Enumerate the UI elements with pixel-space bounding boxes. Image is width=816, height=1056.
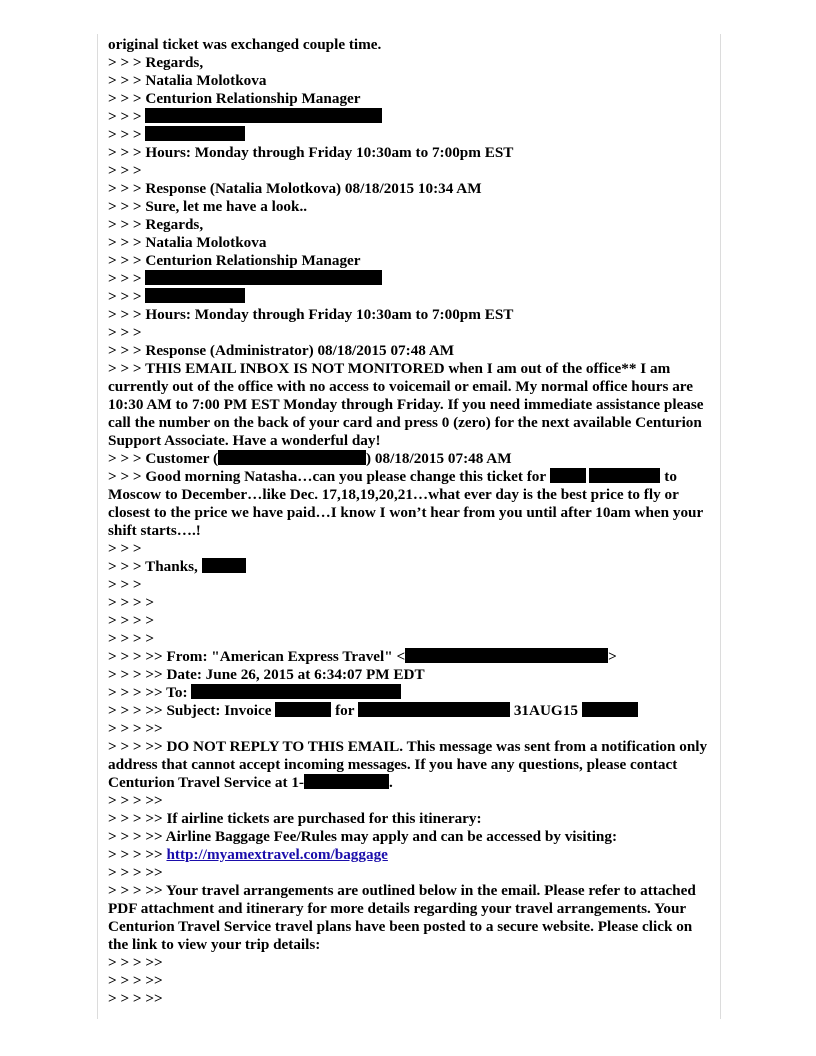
redaction-bar (582, 702, 638, 717)
body-paragraph (108, 468, 708, 540)
body-line (108, 108, 708, 126)
redaction-bar (405, 648, 608, 663)
body-line (108, 126, 708, 144)
body-line: > > > >> (108, 720, 163, 737)
body-line: > > > >> If airline tickets are purchased for this itinerary: (108, 810, 482, 827)
baggage-link[interactable]: http://myamextravel.com/baggage (166, 846, 388, 863)
text-fragment: > > > Good morning Natasha…can you please change this ticket for (108, 468, 550, 485)
body-line: > > > >> (108, 972, 163, 989)
body-line: > > > Natalia Molotkova (108, 234, 267, 251)
body-line (108, 846, 708, 864)
body-line: > > > Natalia Molotkova (108, 72, 267, 89)
body-line: > > > (108, 324, 142, 341)
body-line (108, 288, 708, 306)
body-line (108, 702, 708, 720)
body-line: > > > Regards, (108, 54, 204, 71)
body-line: > > > >> (108, 954, 163, 971)
redaction-bar (145, 288, 245, 303)
body-line: > > > >> Airline Baggage Fee/Rules may apply and can be accessed by visiting: (108, 828, 618, 845)
body-line: original ticket was exchanged couple time. (108, 36, 382, 53)
quote-prefix: > > > (108, 108, 146, 125)
body-line: > > > (108, 576, 142, 593)
quote-prefix: > > > (108, 270, 146, 287)
redaction-bar (550, 468, 586, 483)
redaction-bar (218, 450, 366, 465)
redaction-bar (145, 108, 382, 123)
body-line (108, 684, 708, 702)
body-line (108, 648, 708, 666)
redaction-bar (358, 702, 510, 717)
body-line: > > > Hours: Monday through Friday 10:30am to 7:00pm EST (108, 144, 514, 161)
body-line (108, 558, 708, 576)
body-line: > > > > (108, 594, 155, 611)
text-fragment: to Moscow to December…like Dec. 17,18,19,20,21…what ever day is the best price to fly or closest to the price we have paid…I know I won’t hear from you until after 10am when your shift starts….! (108, 468, 707, 539)
text-fragment: . (389, 774, 393, 791)
body-paragraph: > > > THIS EMAIL INBOX IS NOT MONITORED when I am out of the office** I am currently out of the office with no access to voicemail or email. My normal office hours are 10:30 AM to 7:00 PM EST Monday through Friday. If you need immediate assistance please call the number on the back of your card and press 0 (zero) for the next available Centurion Support Associate. Have a wonderful day! (108, 360, 708, 449)
quote-prefix: > > > (108, 288, 146, 305)
body-line: > > > > (108, 612, 155, 629)
text-fragment: for (331, 702, 359, 719)
text-fragment: > (608, 648, 617, 665)
body-line (108, 270, 708, 288)
body-line: > > > Regards, (108, 216, 204, 233)
text-fragment: 31AUG15 (510, 702, 582, 719)
text-fragment: > > > >> To: (108, 684, 192, 701)
body-line: > > > >> (108, 864, 163, 881)
text-fragment: > > > >> From: "American Express Travel" < (108, 648, 406, 665)
body-line: > > > >> (108, 990, 163, 1007)
text-fragment: ) 08/18/2015 07:48 AM (366, 450, 512, 467)
body-line: > > > > (108, 630, 155, 647)
redaction-bar (304, 774, 389, 789)
body-line: > > > (108, 162, 142, 179)
text-fragment: > > > >> DO NOT REPLY TO THIS EMAIL. This message was sent from a notification only address that cannot accept incoming messages. If you have any questions, please contact Centurion Travel Service at 1- (108, 738, 711, 791)
text-fragment: > > > Customer ( (108, 450, 219, 467)
body-line: > > > (108, 540, 142, 557)
redaction-bar (275, 702, 331, 717)
redaction-bar (202, 558, 246, 573)
body-line: > > > >> Date: June 26, 2015 at 6:34:07 PM EDT (108, 666, 425, 683)
body-line: > > > Hours: Monday through Friday 10:30am to 7:00pm EST (108, 306, 514, 323)
body-line: > > > Sure, let me have a look.. (108, 198, 308, 215)
body-paragraph: > > > >> Your travel arrangements are outlined below in the email. Please refer to attached PDF attachment and itinerary for more details regarding your travel arrangements. Your Centurion Travel Service travel plans have been posted to a secure website. Please click on the link to view your trip details: (108, 882, 700, 953)
body-line: > > > Response (Natalia Molotkova) 08/18/2015 10:34 AM (108, 180, 482, 197)
redaction-bar (191, 684, 401, 699)
body-line: > > > Centurion Relationship Manager (108, 90, 361, 107)
redaction-bar (145, 126, 245, 141)
email-body (108, 36, 711, 1008)
body-line (108, 450, 708, 468)
body-line: > > > Centurion Relationship Manager (108, 252, 361, 269)
body-paragraph (108, 738, 711, 792)
body-line: > > > >> (108, 792, 163, 809)
text-fragment: > > > >> (108, 846, 167, 863)
redaction-bar (589, 468, 660, 483)
quote-prefix: > > > (108, 126, 146, 143)
text-fragment: > > > Thanks, (108, 558, 202, 575)
body-line: > > > Response (Administrator) 08/18/2015 07:48 AM (108, 342, 455, 359)
redaction-bar (145, 270, 382, 285)
text-fragment: > > > >> Subject: Invoice (108, 702, 276, 719)
